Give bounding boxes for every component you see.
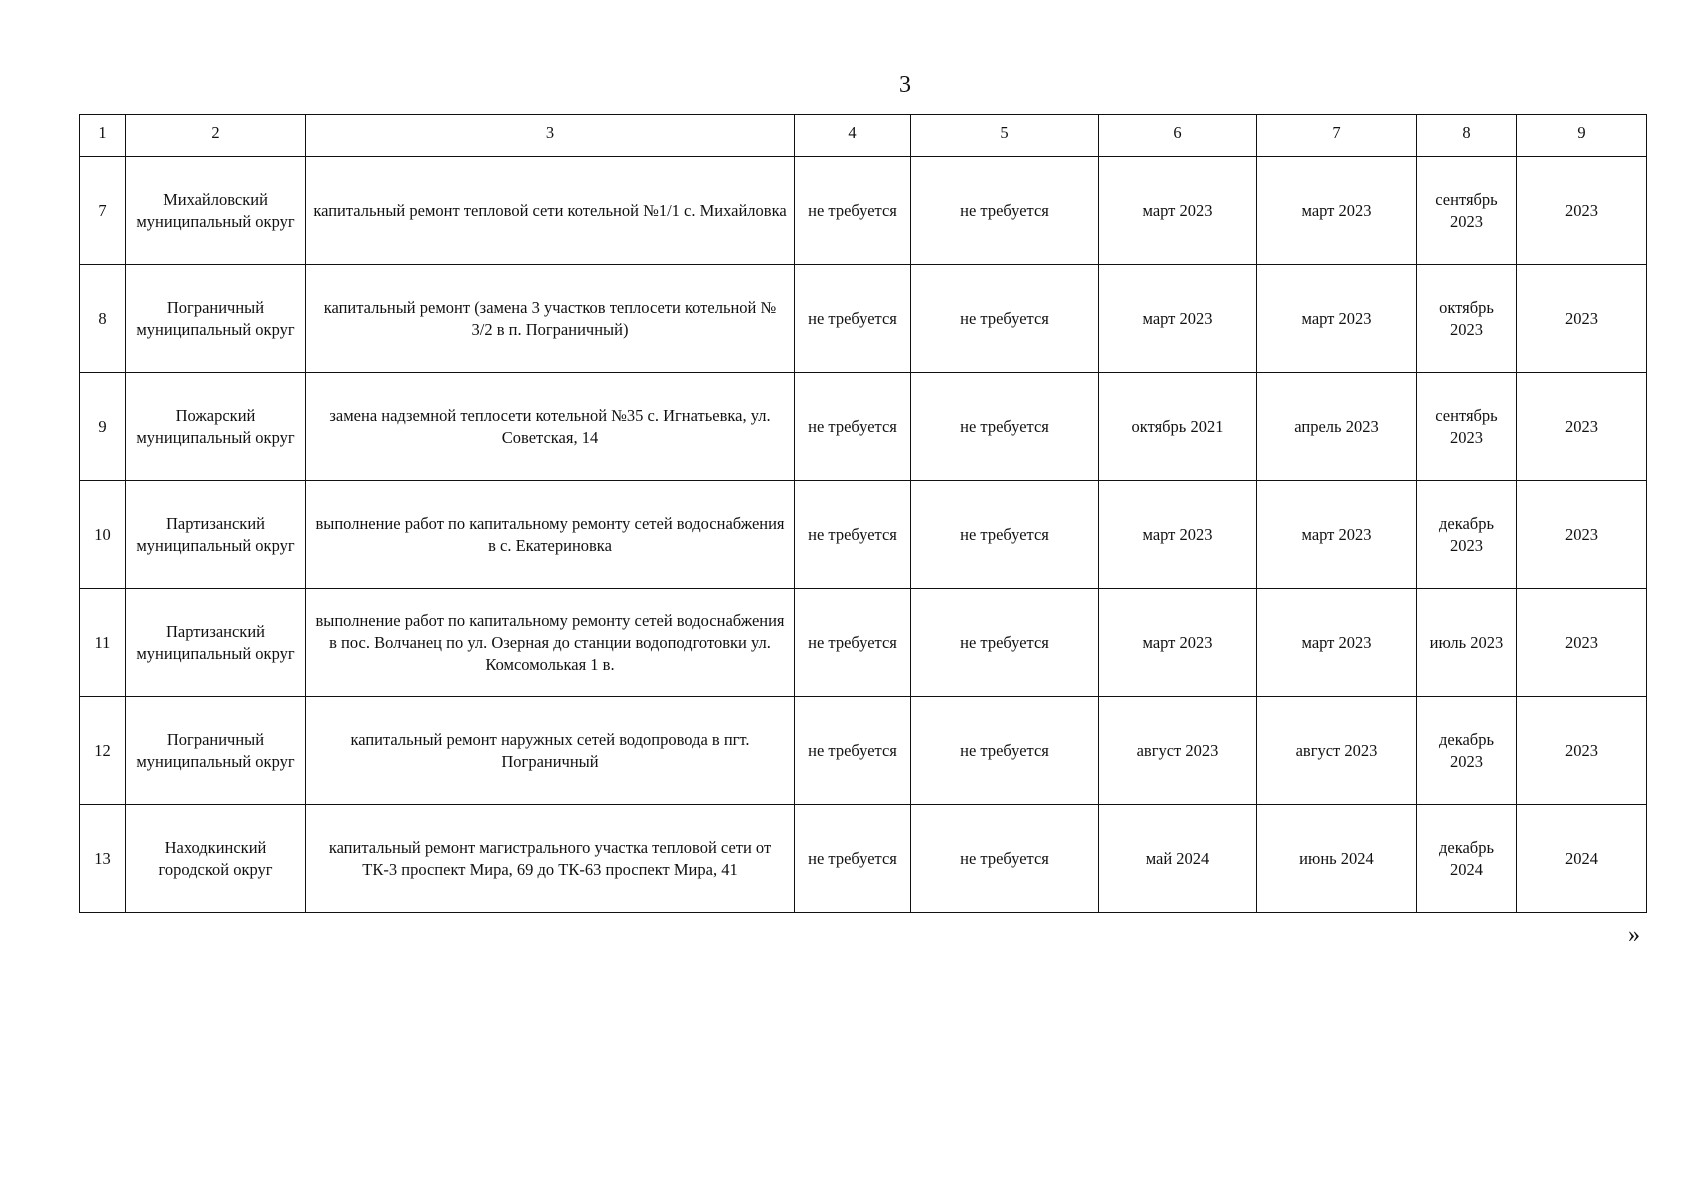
cell-col-4: не требуется [795, 373, 911, 481]
cell-col-work: капитальный ремонт магистрального участка тепловой сети от ТК-3 проспект Мира, 69 до ТК-63 проспект Мира, 41 [306, 805, 795, 913]
header-cell-3: 3 [306, 115, 795, 157]
table-row [80, 589, 1647, 697]
cell-col-9: 2023 [1517, 265, 1647, 373]
cell-col-7: июнь 2024 [1257, 805, 1417, 913]
table-row [80, 373, 1647, 481]
cell-col-5: не требуется [911, 373, 1099, 481]
cell-col-9: 2023 [1517, 481, 1647, 589]
cell-col-7: март 2023 [1257, 481, 1417, 589]
cell-col-6: март 2023 [1099, 157, 1257, 265]
header-cell-7: 7 [1257, 115, 1417, 157]
cell-col-7: март 2023 [1257, 157, 1417, 265]
cell-col-6: март 2023 [1099, 481, 1257, 589]
cell-col-8: декабрь 2024 [1417, 805, 1517, 913]
cell-col-district: Партизанский муниципальный округ [126, 481, 306, 589]
header-cell-2: 2 [126, 115, 306, 157]
cell-col-num: 9 [80, 373, 126, 481]
cell-col-6: май 2024 [1099, 805, 1257, 913]
cell-col-7: август 2023 [1257, 697, 1417, 805]
cell-col-4: не требуется [795, 157, 911, 265]
cell-col-7: апрель 2023 [1257, 373, 1417, 481]
cell-col-4: не требуется [795, 589, 911, 697]
cell-col-8: сентябрь 2023 [1417, 373, 1517, 481]
cell-col-9: 2023 [1517, 157, 1647, 265]
cell-col-num: 7 [80, 157, 126, 265]
cell-col-num: 12 [80, 697, 126, 805]
header-cell-9: 9 [1517, 115, 1647, 157]
table-row [80, 697, 1647, 805]
cell-col-5: не требуется [911, 157, 1099, 265]
cell-col-8: сентябрь 2023 [1417, 157, 1517, 265]
cell-col-num: 8 [80, 265, 126, 373]
page-number: 3 [899, 72, 911, 98]
cell-col-5: не требуется [911, 481, 1099, 589]
cell-col-5: не требуется [911, 697, 1099, 805]
table-row [80, 481, 1647, 589]
cell-col-district: Пожарский муниципальный округ [126, 373, 306, 481]
cell-col-district: Пограничный муниципальный округ [126, 265, 306, 373]
header-cell-6: 6 [1099, 115, 1257, 157]
header-cell-1: 1 [80, 115, 126, 157]
table-row [80, 157, 1647, 265]
cell-col-num: 11 [80, 589, 126, 697]
header-cell-5: 5 [911, 115, 1099, 157]
cell-col-5: не требуется [911, 589, 1099, 697]
cell-col-work: выполнение работ по капитальному ремонту сетей водоснабжения в с. Екатериновка [306, 481, 795, 589]
closing-quote: » [1628, 922, 1640, 948]
works-table [79, 114, 1647, 913]
cell-col-4: не требуется [795, 481, 911, 589]
cell-col-district: Пограничный муниципальный округ [126, 697, 306, 805]
cell-col-6: август 2023 [1099, 697, 1257, 805]
cell-col-district: Михайловский муниципальный округ [126, 157, 306, 265]
cell-col-num: 10 [80, 481, 126, 589]
table-row [80, 265, 1647, 373]
cell-col-8: июль 2023 [1417, 589, 1517, 697]
cell-col-work: выполнение работ по капитальному ремонту сетей водоснабжения в пос. Волчанец по ул. Озерная до станции водоподготовки ул. Комсомолькая 1 в. [306, 589, 795, 697]
table-row [80, 805, 1647, 913]
header-cell-8: 8 [1417, 115, 1517, 157]
cell-col-work: капитальный ремонт наружных сетей водопровода в пгт. Пограничный [306, 697, 795, 805]
cell-col-7: март 2023 [1257, 589, 1417, 697]
cell-col-work: капитальный ремонт тепловой сети котельной №1/1 с. Михайловка [306, 157, 795, 265]
cell-col-8: декабрь 2023 [1417, 481, 1517, 589]
cell-col-district: Находкинский городской округ [126, 805, 306, 913]
cell-col-9: 2023 [1517, 373, 1647, 481]
header-cell-4: 4 [795, 115, 911, 157]
cell-col-9: 2023 [1517, 697, 1647, 805]
cell-col-9: 2024 [1517, 805, 1647, 913]
table-body [80, 115, 1647, 913]
cell-col-num: 13 [80, 805, 126, 913]
cell-col-work: капитальный ремонт (замена 3 участков теплосети котельной № 3/2 в п. Пограничный) [306, 265, 795, 373]
cell-col-work: замена надземной теплосети котельной №35 с. Игнатьевка, ул. Советская, 14 [306, 373, 795, 481]
cell-col-6: март 2023 [1099, 265, 1257, 373]
cell-col-4: не требуется [795, 697, 911, 805]
cell-col-8: декабрь 2023 [1417, 697, 1517, 805]
cell-col-7: март 2023 [1257, 265, 1417, 373]
cell-col-6: октябрь 2021 [1099, 373, 1257, 481]
cell-col-5: не требуется [911, 805, 1099, 913]
cell-col-4: не требуется [795, 805, 911, 913]
cell-col-8: октябрь 2023 [1417, 265, 1517, 373]
cell-col-6: март 2023 [1099, 589, 1257, 697]
cell-col-5: не требуется [911, 265, 1099, 373]
cell-col-district: Партизанский муниципальный округ [126, 589, 306, 697]
cell-col-4: не требуется [795, 265, 911, 373]
table-header-row [80, 115, 1647, 157]
cell-col-9: 2023 [1517, 589, 1647, 697]
